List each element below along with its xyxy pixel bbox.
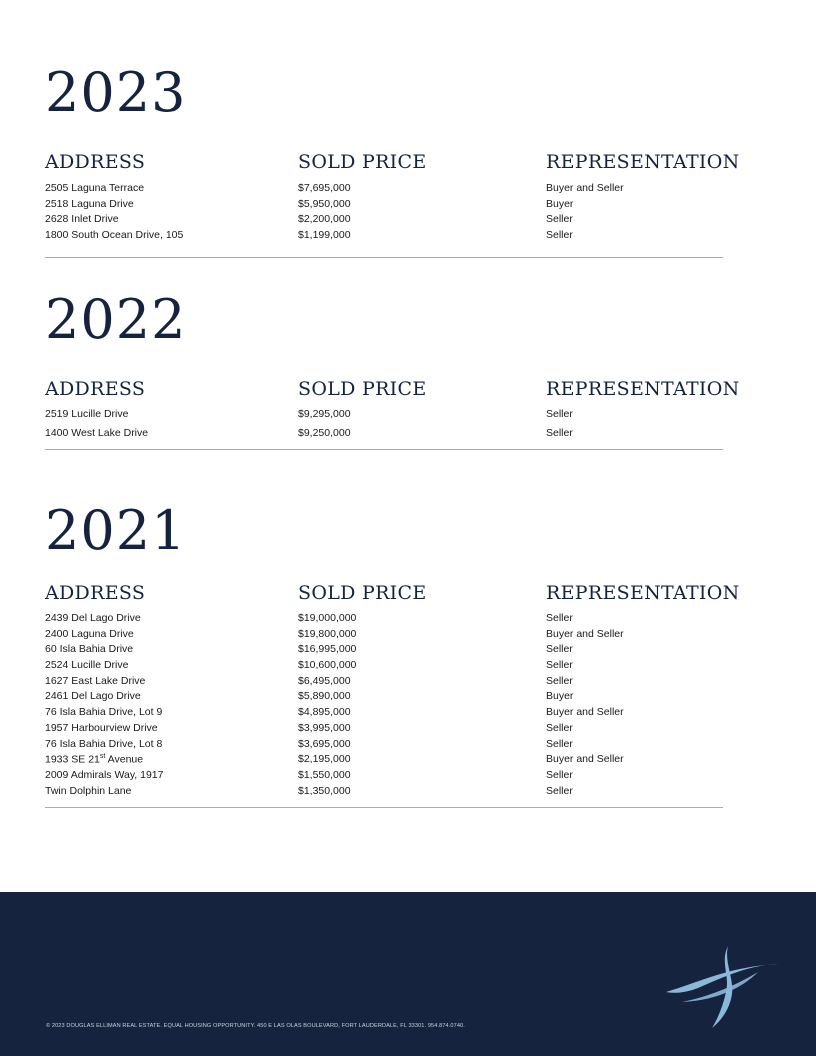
address-cell: 1400 West Lake Drive — [45, 427, 149, 439]
price-cell: $5,950,000 — [298, 197, 351, 210]
price-cell: $1,199,000 — [298, 229, 351, 242]
address-cell: 2519 Lucille Drive — [45, 408, 129, 420]
price-cell: $9,250,000 — [298, 427, 351, 439]
sale-row — [45, 706, 725, 722]
representation-cell: Seller — [546, 643, 573, 656]
price-cell: $16,995,000 — [298, 643, 357, 656]
representation-cell: Seller — [546, 721, 573, 734]
representation-cell: Buyer and Seller — [546, 706, 624, 719]
sale-row — [45, 722, 725, 738]
address-cell: 2628 Inlet Drive — [45, 213, 119, 226]
price-cell: $1,550,000 — [298, 768, 351, 781]
price-cell: $7,695,000 — [298, 182, 351, 194]
address-cell: 60 Isla Bahia Drive — [45, 643, 134, 656]
price-cell: $5,890,000 — [298, 690, 351, 703]
address-cell: 76 Isla Bahia Drive, Lot 8 — [45, 737, 163, 750]
year-heading: 2021 — [45, 499, 187, 562]
sale-row — [45, 643, 725, 659]
year-heading: 2022 — [45, 288, 187, 351]
sold-price-header: SOLD PRICE — [298, 151, 427, 173]
section-divider — [45, 449, 723, 450]
sale-row — [45, 738, 725, 754]
price-cell: $4,895,000 — [298, 706, 351, 719]
address-cell: 2524 Lucille Drive — [45, 659, 129, 672]
address-cell: 1957 Harbourview Drive — [45, 721, 158, 734]
sale-row — [45, 612, 725, 628]
representation-cell: Seller — [546, 659, 573, 672]
address-cell: Twin Dolphin Lane — [45, 784, 132, 797]
address-cell: 1627 East Lake Drive — [45, 674, 146, 687]
address-header: ADDRESS — [45, 151, 146, 173]
price-cell: $1,350,000 — [298, 784, 351, 797]
representation-cell: Seller — [546, 674, 573, 687]
sale-row — [45, 182, 725, 198]
wave-cross-logo-icon — [660, 942, 785, 1032]
price-cell: $6,495,000 — [298, 674, 351, 687]
price-cell: $10,600,000 — [298, 659, 357, 672]
sale-row — [45, 229, 725, 245]
price-cell: $19,800,000 — [298, 627, 357, 640]
price-cell: $2,195,000 — [298, 753, 351, 766]
column-headers — [45, 151, 740, 173]
sales-list — [45, 612, 725, 800]
representation-cell: Seller — [546, 612, 573, 624]
price-cell: $9,295,000 — [298, 408, 351, 420]
representation-cell: Seller — [546, 213, 573, 226]
representation-cell: Buyer and Seller — [546, 182, 624, 194]
representation-header: REPRESENTATION — [546, 582, 740, 604]
representation-cell: Seller — [546, 229, 573, 242]
section-divider — [45, 257, 723, 258]
address-cell: 1800 South Ocean Drive, 105 — [45, 229, 184, 242]
column-headers — [45, 582, 740, 604]
address-cell: 2439 Del Lago Drive — [45, 612, 141, 624]
sale-row — [45, 675, 725, 691]
section-2021 — [45, 499, 740, 797]
address-cell: 2461 Del Lago Drive — [45, 690, 141, 703]
representation-cell: Buyer — [546, 197, 574, 210]
representation-cell: Buyer and Seller — [546, 753, 624, 766]
address-cell: 2400 Laguna Drive — [45, 627, 134, 640]
representation-header: REPRESENTATION — [546, 151, 740, 173]
address-header: ADDRESS — [45, 582, 146, 604]
representation-cell: Seller — [546, 408, 573, 420]
representation-cell: Seller — [546, 737, 573, 750]
price-cell: $3,695,000 — [298, 737, 351, 750]
column-headers — [45, 378, 740, 400]
sale-row — [45, 198, 725, 214]
address-cell: 1933 SE 21st Avenue — [45, 753, 144, 766]
address-cell: 2009 Admirals Way, 1917 — [45, 768, 164, 781]
sale-row — [45, 659, 725, 675]
address-cell: 2518 Laguna Drive — [45, 197, 134, 210]
sales-list — [45, 182, 725, 245]
legal-notice: © 2023 DOUGLAS ELLIMAN REAL ESTATE. EQUAL HOUSING OPPORTUNITY. 450 E LAS OLAS BOULEVARD, FORT LAUDERDALE, FL 33301. 954.874.0740. — [46, 1023, 465, 1029]
sale-row — [45, 690, 725, 706]
year-heading: 2023 — [45, 61, 187, 124]
section-2023 — [45, 61, 740, 242]
sale-row — [45, 408, 725, 427]
address-cell: 76 Isla Bahia Drive, Lot 9 — [45, 706, 163, 719]
representation-header: REPRESENTATION — [546, 378, 740, 400]
sale-row — [45, 213, 725, 229]
section-divider — [45, 807, 723, 808]
representation-cell: Seller — [546, 768, 573, 781]
representation-cell: Seller — [546, 427, 573, 439]
sale-row — [45, 785, 725, 801]
price-cell: $3,995,000 — [298, 721, 351, 734]
price-cell: $19,000,000 — [298, 612, 357, 624]
price-cell: $2,200,000 — [298, 213, 351, 226]
representation-cell: Buyer and Seller — [546, 627, 624, 640]
section-2022 — [45, 288, 740, 439]
sales-list — [45, 408, 725, 443]
sale-row — [45, 769, 725, 785]
address-header: ADDRESS — [45, 378, 146, 400]
sale-row — [45, 753, 725, 769]
sold-price-header: SOLD PRICE — [298, 378, 427, 400]
sold-price-header: SOLD PRICE — [298, 582, 427, 604]
representation-cell: Seller — [546, 784, 573, 797]
sale-row — [45, 628, 725, 644]
footer — [0, 892, 816, 1056]
representation-cell: Buyer — [546, 690, 574, 703]
sale-row — [45, 427, 725, 443]
address-cell: 2505 Laguna Terrace — [45, 182, 145, 194]
